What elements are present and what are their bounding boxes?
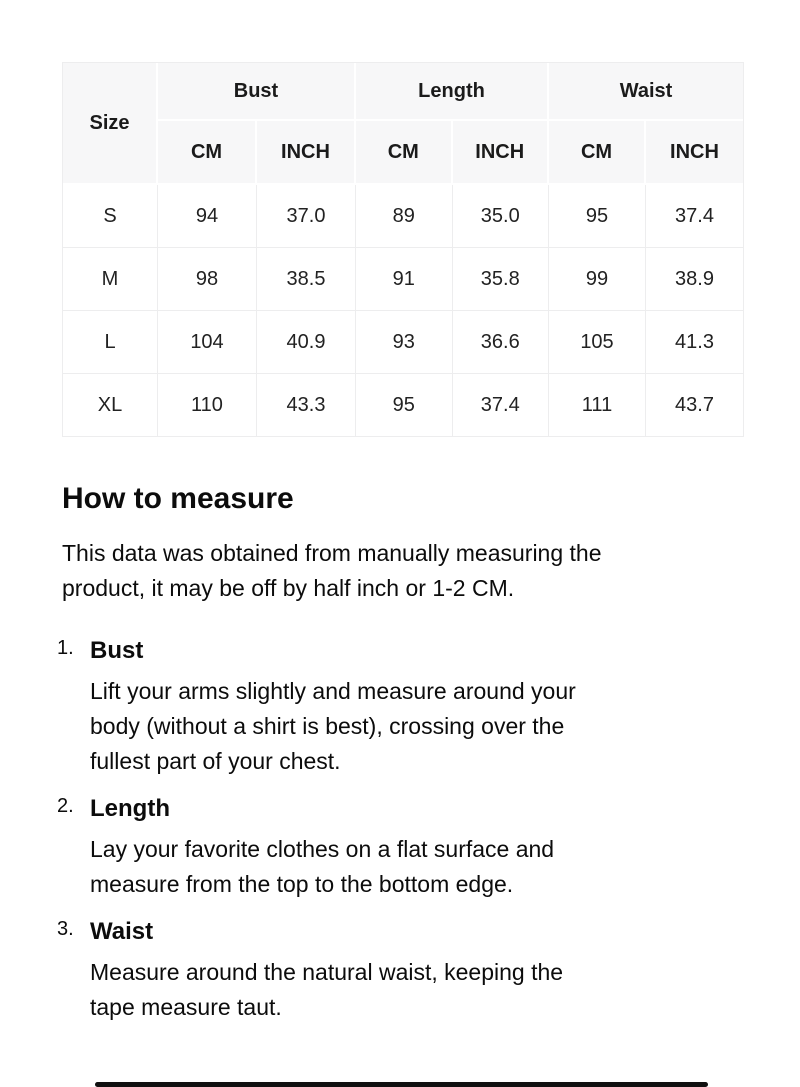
table-header-length-cm: CM: [356, 121, 453, 185]
item-title-waist: Waist: [90, 918, 154, 945]
size-cell: XL: [63, 374, 158, 436]
table-row-xl: [63, 374, 743, 436]
table-cell: 35.8: [453, 248, 550, 311]
table-cell: 95: [356, 374, 453, 436]
table-cell: 38.5: [257, 248, 356, 311]
description-line: body (without a shirt is best), crossing over the: [90, 713, 565, 739]
table-cell: 91: [356, 248, 453, 311]
table-cell: 111: [549, 374, 646, 436]
table-cell: 40.9: [257, 311, 356, 374]
intro-paragraph: [62, 536, 738, 606]
table-cell: 37.4: [453, 374, 550, 436]
table-cell: 104: [158, 311, 257, 374]
table-header-waist: Waist: [549, 63, 743, 121]
item-number: 2.: [57, 795, 74, 817]
item-description-length: [90, 832, 738, 902]
table-row-l: [63, 311, 743, 374]
table-cell: 38.9: [646, 248, 743, 311]
table-header-length-inch: INCH: [453, 121, 550, 185]
table-cell: 95: [549, 185, 646, 248]
intro-line: This data was obtained from manually measuring the: [62, 540, 602, 566]
table-cell: 37.4: [646, 185, 743, 248]
table-cell: 98: [158, 248, 257, 311]
item-number: 3.: [57, 918, 74, 940]
table-cell: 105: [549, 311, 646, 374]
table-cell: 93: [356, 311, 453, 374]
bottom-bar: [95, 1082, 708, 1087]
item-number: 1.: [57, 637, 74, 659]
size-cell: S: [63, 185, 158, 248]
table-unit-header-row: [63, 121, 743, 185]
description-line: Measure around the natural waist, keeping the: [90, 959, 564, 985]
list-item-waist: [57, 915, 738, 1025]
table-header-waist-inch: INCH: [646, 121, 743, 185]
size-table: [62, 62, 744, 437]
table-row-m: [63, 248, 743, 311]
table-cell: 41.3: [646, 311, 743, 374]
table-cell: 110: [158, 374, 257, 436]
measure-list: [57, 634, 738, 1025]
description-line: measure from the top to the bottom edge.: [90, 871, 514, 897]
description-line: Lay your favorite clothes on a flat surface and: [90, 836, 555, 862]
item-title-length: Length: [90, 795, 170, 822]
description-line: Lift your arms slightly and measure around your: [90, 678, 576, 704]
intro-line: product, it may be off by half inch or 1-2 CM.: [62, 575, 515, 601]
table-cell: 43.3: [257, 374, 356, 436]
table-header-bust: Bust: [158, 63, 356, 121]
table-cell: 43.7: [646, 374, 743, 436]
description-line: tape measure taut.: [90, 994, 282, 1020]
table-cell: 35.0: [453, 185, 550, 248]
table-cell: 37.0: [257, 185, 356, 248]
item-description-bust: [90, 674, 738, 779]
size-cell: L: [63, 311, 158, 374]
size-cell: M: [63, 248, 158, 311]
table-cell: 94: [158, 185, 257, 248]
list-item-length: [57, 792, 738, 902]
list-item-bust: [57, 634, 738, 779]
table-cell: 99: [549, 248, 646, 311]
item-title-bust: Bust: [90, 637, 144, 664]
table-cell: 36.6: [453, 311, 550, 374]
how-to-measure-heading: How to measure: [62, 482, 294, 515]
description-line: fullest part of your chest.: [90, 748, 341, 774]
item-description-waist: [90, 955, 738, 1025]
table-header-bust-cm: CM: [158, 121, 257, 185]
table-row-s: [63, 185, 743, 248]
table-header-length: Length: [356, 63, 549, 121]
content-area: [57, 62, 738, 1038]
table-header-waist-cm: CM: [549, 121, 646, 185]
table-group-header-row: [63, 63, 743, 121]
table-header-size: Size: [63, 63, 158, 185]
table-cell: 89: [356, 185, 453, 248]
table-header-bust-inch: INCH: [257, 121, 356, 185]
